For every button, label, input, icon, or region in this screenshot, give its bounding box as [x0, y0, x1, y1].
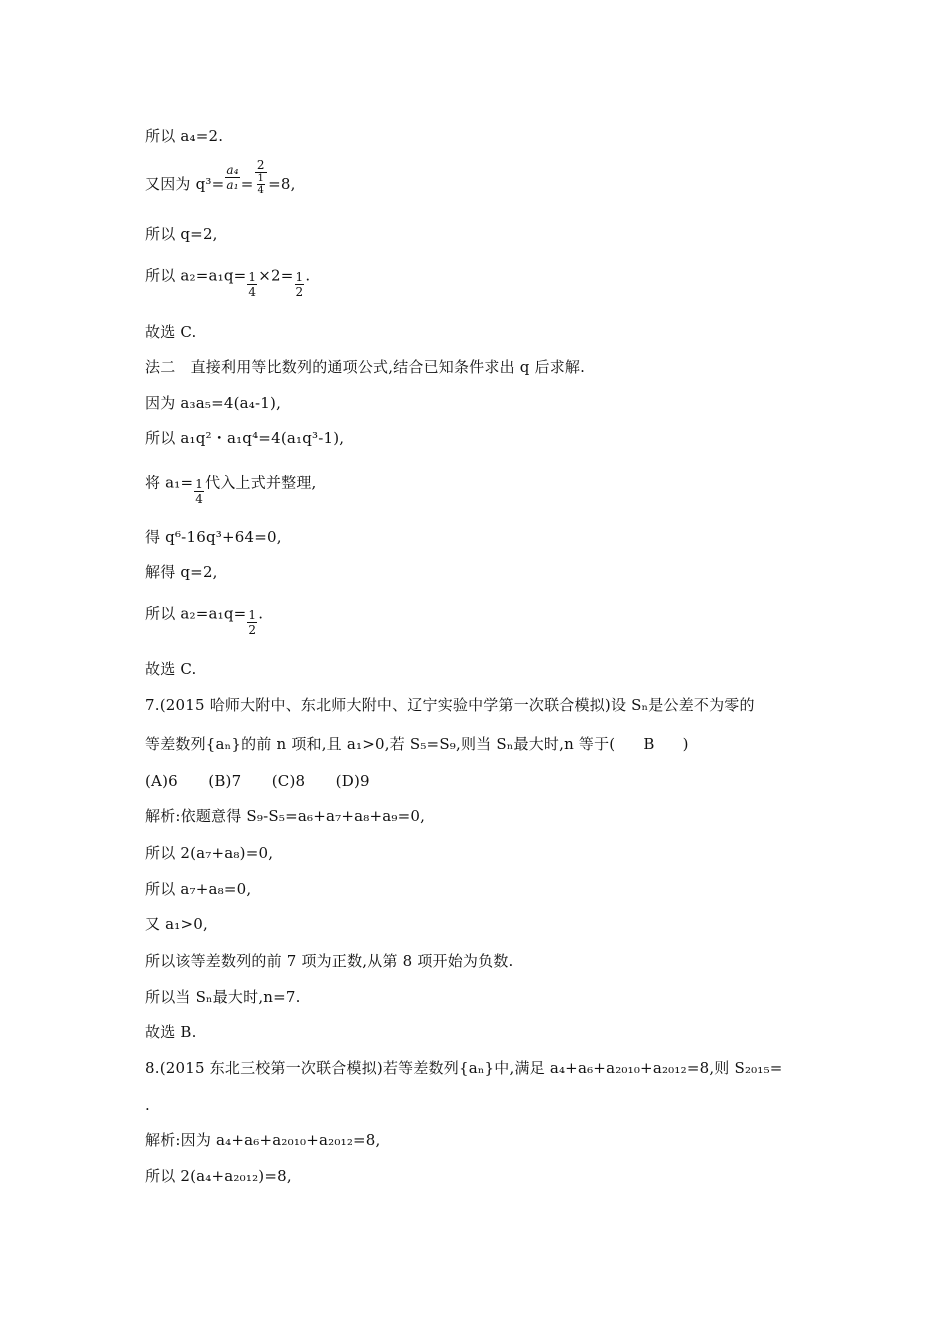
text-fragment: 等差数列{aₙ}的前 n 项和,且 a₁>0,若 S₅=S₉,则当 Sₙ最大时,n 等于(	[145, 735, 616, 753]
fraction-one-half	[247, 608, 257, 637]
text-line: 因为 a₃a₅=4(a₄-1),	[145, 394, 282, 412]
fraction-numerator: 1	[248, 608, 257, 622]
text-line-with-fraction	[145, 600, 264, 637]
text-line: 所以该等差数列的前 7 项为正数,从第 8 项开始为负数.	[145, 952, 514, 970]
fraction-one-half	[295, 270, 305, 299]
fraction-one-quarter	[194, 477, 204, 506]
text-line: 故选 C.	[145, 660, 197, 678]
text-line: 法二 直接利用等比数列的通项公式,结合已知条件求出 q 后求解.	[145, 358, 586, 376]
text-fragment: .	[305, 266, 311, 285]
fraction-numerator: 1	[257, 173, 265, 184]
text-line: 所以 q=2,	[145, 225, 218, 243]
text-line: 解析:依题意得 S₉-S₅=a₆+a₇+a₈+a₉=0,	[145, 807, 426, 825]
fraction-denominator: 4	[248, 285, 257, 299]
fraction-numerator: 1	[195, 477, 204, 491]
text-fragment: 又因为 q³=	[145, 175, 225, 193]
fraction-denominator: 2	[295, 285, 304, 299]
text-fragment: 代入上式并整理,	[205, 473, 317, 492]
text-line: 所以当 Sₙ最大时,n=7.	[145, 988, 301, 1006]
fraction-a4-over-a1	[225, 163, 239, 192]
answer-options: (A)6 (B)7 (C)8 (D)9	[145, 772, 370, 790]
text-fragment: 所以 a₂=a₁q=	[145, 604, 247, 623]
fraction-numerator: 1	[295, 270, 304, 284]
fraction-denominator: 4	[257, 185, 265, 196]
fraction-2-over-quarter	[255, 158, 268, 196]
text-line: 所以 a₄=2.	[145, 127, 224, 145]
fraction-numerator: a₄	[226, 162, 239, 177]
text-fragment: 将 a₁=	[145, 473, 194, 492]
text-fragment: .	[258, 604, 264, 623]
question-text: 7.(2015 哈师大附中、东北师大附中、辽宁实验中学第一次联合模拟)设 Sₙ是公差不为零的	[145, 696, 755, 714]
fraction-numerator: 1	[248, 270, 257, 284]
question-text	[145, 734, 689, 754]
text-line: 故选 C.	[145, 323, 197, 341]
text-line: 解析:因为 a₄+a₆+a₂₀₁₀+a₂₀₁₂=8,	[145, 1131, 381, 1149]
text-line: 所以 2(a₇+a₈)=0,	[145, 844, 274, 862]
question-text: 8.(2015 东北三校第一次联合模拟)若等差数列{aₙ}中,满足 a₄+a₆+a₂₀₁₀+a₂₀₁₂=8,则 S₂₀₁₅=	[145, 1059, 783, 1077]
text-fragment: ×2=	[258, 266, 294, 285]
text-fragment: )	[682, 735, 689, 753]
fraction-denominator: 2	[248, 623, 257, 637]
text-line: 得 q⁶-16q³+64=0,	[145, 528, 282, 546]
answer-choice: B	[643, 735, 655, 753]
text-line-with-fraction	[145, 262, 311, 299]
fraction-numerator: 2	[255, 158, 268, 173]
text-line: 所以 a₁q²・a₁q⁴=4(a₁q³-1),	[145, 429, 345, 447]
fraction-denominator: a₁	[226, 177, 239, 192]
text-line: 所以 2(a₄+a₂₀₁₂)=8,	[145, 1167, 292, 1185]
text-line: .	[145, 1096, 150, 1114]
text-line: 所以 a₇+a₈=0,	[145, 880, 252, 898]
text-line-with-fraction	[145, 469, 317, 506]
fraction-denominator: 4	[195, 492, 204, 506]
text-line: 解得 q=2,	[145, 563, 218, 581]
fraction-denominator	[255, 173, 268, 196]
text-line-with-fraction	[145, 158, 296, 204]
text-line: 故选 B.	[145, 1023, 197, 1041]
text-fragment: 所以 a₂=a₁q=	[145, 266, 247, 285]
nested-fraction	[257, 173, 266, 196]
fraction-one-quarter	[247, 270, 257, 299]
text-fragment: =	[240, 175, 254, 193]
text-line: 又 a₁>0,	[145, 915, 209, 933]
text-fragment: =8,	[268, 175, 296, 193]
